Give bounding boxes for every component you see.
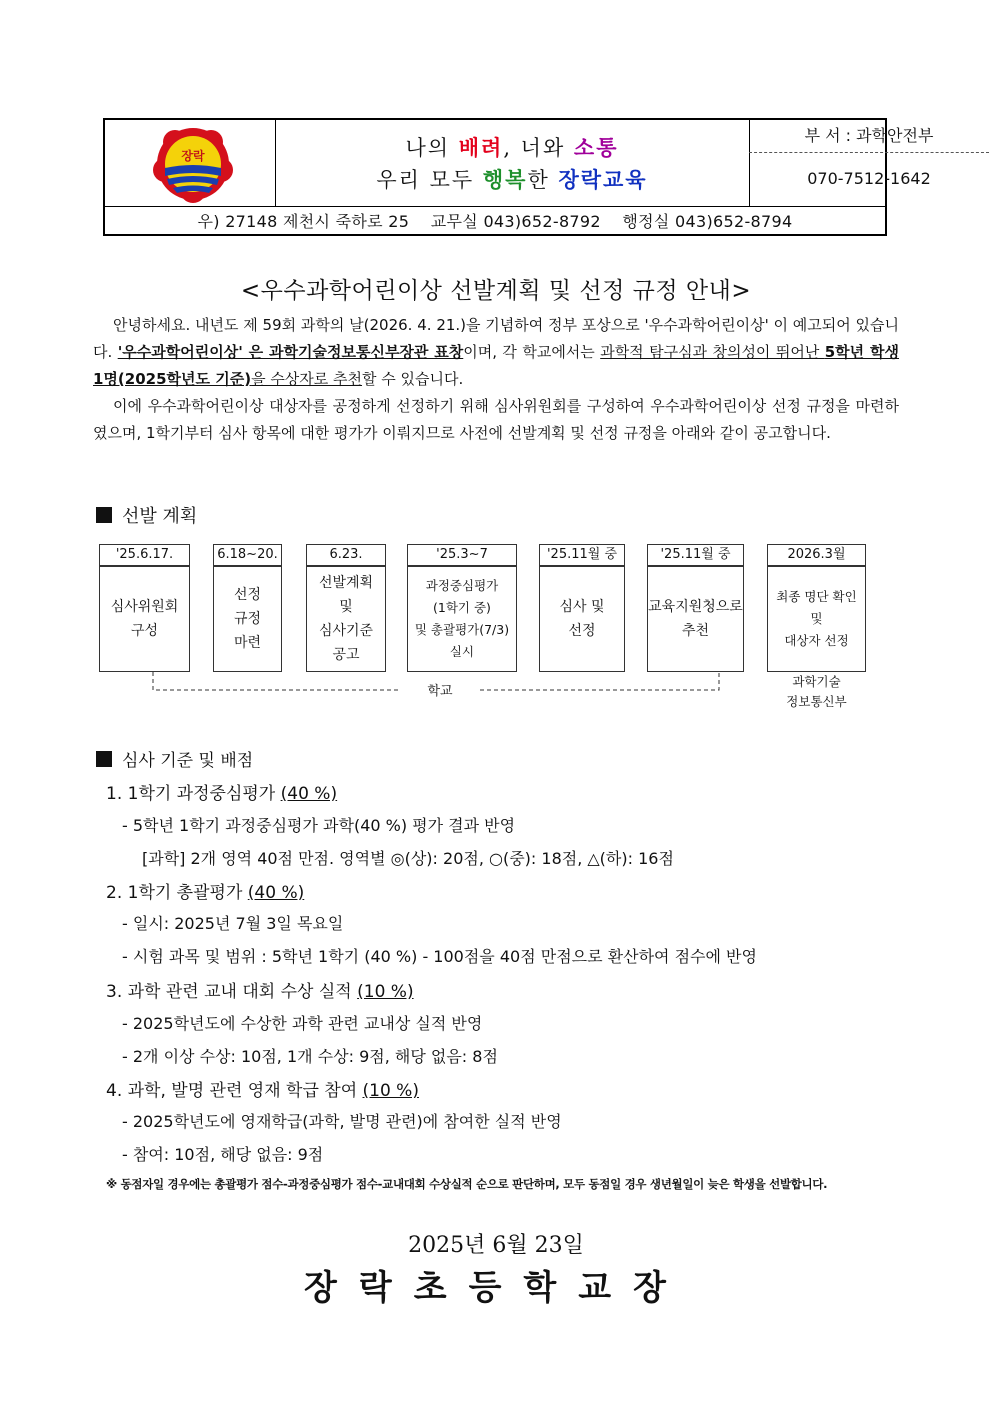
criteria-detail: - 2025학년도에 수상한 과학 관련 교내상 실적 반영 [122,1014,483,1033]
plan-section-title: 선발 계획 [96,502,197,528]
criteria-item-2: 2. 1학기 총괄평가 (40 %) [106,883,305,903]
timeline-date: '25.11월 중 [539,544,625,566]
criteria-item-3: 3. 과학 관련 교내 대회 수상 실적 (10 %) [106,982,414,1002]
department-label: 부 서 : 과학안전부 [749,120,989,153]
criteria-section-title: 심사 기준 및 배점 [96,746,253,771]
criteria-item-4: 4. 과학, 발명 관련 영재 학급 참여 (10 %) [106,1081,419,1101]
timeline-step: 교육지원청으로 추천 [647,566,744,672]
timeline-date: '25.6.17. [99,544,190,566]
criteria-detail: - 2025학년도에 영재학급(과학, 발명 관련)에 참여한 실적 반영 [122,1112,562,1131]
timeline-date: 6.23. [306,544,386,566]
school-principal-signature: 장락초등학교장 [304,1268,688,1308]
ministry-label: 과학기술 정보통신부 [786,674,847,709]
timeline-step: 과정중심평가 (1학기 중) 및 총괄평가(7/3) 실시 [407,566,517,672]
timeline-date: 6.18~20. [213,544,282,566]
criteria-detail: - 참여: 10점, 해당 없음: 9점 [122,1145,324,1164]
intro-paragraph-1: 안녕하세요. 내년도 제 59회 과학의 날(2026. 4. 21.)을 기념하여 정부 포상으로 '우수과학어린이상' 이 예고되어 있습니다. '우수과학어린이상' 은 과학기술정보통신부장관 표창이며, 각 학교에서는 과학적 탐구심과 창의성이 뛰어난 5학년 학생 1명(2025학년도 기준)을 수상자로 추천할 수 있습니다. [93,316,900,388]
timeline-date: 2026.3월 [767,544,866,566]
svg-text:장락: 장락 [181,149,205,163]
timeline-step: 선정 규정 마련 [213,566,282,672]
criteria-detail: - 시험 과목 및 범위 : 5학년 1학기 (40 %) - 100점을 40점 만점으로 환산하여 점수에 반영 [122,947,757,966]
criteria-detail: - 일시: 2025년 7월 3일 목요일 [122,914,344,933]
phone-number: 070-7512-1642 [807,169,931,188]
slogan-line-2: 우리 모두 행복한 장락교육 [376,167,648,192]
address-row: 우) 27148 제천시 죽하로 25 교무실 043)652-8792 행정실 043)652-8794 [105,206,885,237]
criteria-detail: - 5학년 1학기 과정중심평가 과학(40 %) 평가 결과 반영 [122,816,516,835]
intro-paragraph-2: 이에 우수과학어린이상 대상자를 공정하게 선정하기 위해 심사위원회를 구성하여 우수과학어린이상 선정 규정을 마련하였으며, 1학기부터 심사 항목에 대한 평가가 이뤄지므로 사전에 선발계획 및 선정 규정을 아래와 같이 공고합니다. [93,397,899,442]
timeline-date: '25.3~7 [407,544,517,566]
criteria-item-1: 1. 1학기 과정중심평가 (40 %) [106,784,338,804]
timeline-step: 심사 및 선정 [539,566,625,672]
timeline-date: '25.11월 중 [647,544,744,566]
timeline-step: 최종 명단 확인 및 대상자 선정 [767,566,866,672]
timeline-step: 심사위원회 구성 [99,566,190,672]
criteria-detail: - 2개 이상 수상: 10점, 1개 수상: 9점, 해당 없음: 8점 [122,1047,498,1066]
school-label: 학교 [427,684,453,699]
issue-date: 2025년 6월 23일 [408,1233,584,1258]
square-bullet-icon [96,751,112,767]
document-title: <우수과학어린이상 선발계획 및 선정 규정 안내> [240,278,752,304]
tiebreak-note: ※ 동점자일 경우에는 총괄평가 점수-과정중심평가 점수-교내대회 수상실적 순으로 판단하며, 모두 동점일 경우 생년월일이 늦은 학생을 선발합니다. [106,1177,828,1191]
timeline-step: 선발계획 및 심사기준 공고 [306,566,386,672]
criteria-detail: [과학] 2개 영역 40점 만점. 영역별 ◎(상): 20점, ○(중): 18점, △(하): 16점 [142,849,674,868]
slogan-line-1: 나의 배려, 너와 소통 [405,135,619,160]
